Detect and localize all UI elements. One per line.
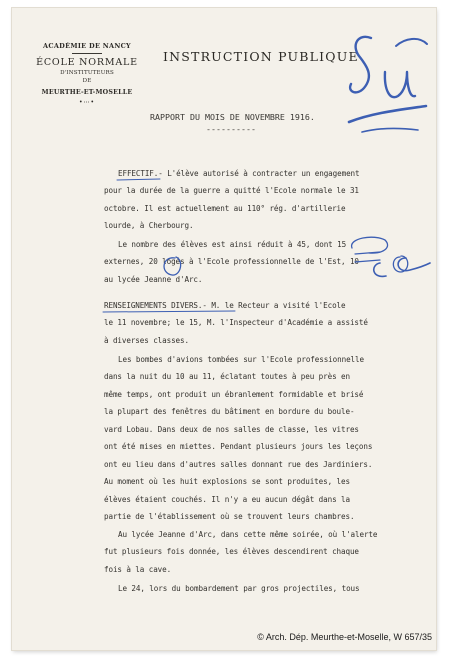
letterhead-ornament: •⋯• (78, 99, 96, 106)
body-line: lourde, à Cherbourg. (104, 221, 194, 230)
body-line: même temps, ont produit un ébranlement formidable et brisé (104, 390, 364, 399)
letterhead (12, 42, 162, 106)
body-line: partie de l'établissement où se trouvent leurs chambres. (104, 512, 355, 521)
letterhead-rule (72, 53, 102, 54)
body-line: pour la durée de la guerre a quitté l'Ecole normale le 31 (104, 186, 359, 195)
body-line: Le 24, lors du bombardement par gros projectiles, tous (118, 584, 360, 593)
letterhead-academie: ACADÉMIE DE NANCY (43, 42, 131, 50)
archive-credit: © Arch. Dép. Meurthe-et-Moselle, W 657/35 (257, 632, 432, 642)
body-line: le 11 novembre; le 15, M. l'Inspecteur d'Académie a assisté (104, 318, 368, 327)
body-line: dans la nuit du 10 au 11, éclatant toutes à peu près en (104, 372, 350, 381)
body-line: vard Lobau. Dans deux de nos salles de classe, les vitres (104, 425, 359, 434)
body-line: fois à la cave. (104, 565, 172, 574)
body-line: Le nombre des élèves est ainsi réduit à 45, dont 15 (118, 240, 347, 249)
report-heading: RAPPORT DU MOIS DE NOVEMBRE 1916. (150, 112, 315, 122)
body-line: Au moment où les huit explosions se sont produites, les (104, 477, 350, 486)
letterhead-instituteurs: D'INSTITUTEURS (60, 70, 114, 76)
letterhead-ecole: ÉCOLE NORMALE (36, 57, 138, 68)
body-line: ont eu lieu dans d'autres salles donnant rue des Jardiniers. (104, 460, 373, 469)
body-line: Les bombes d'avions tombées sur l'Ecole professionnelle (118, 355, 364, 364)
letterhead-departement: MEURTHE-ET-MOSELLE (41, 89, 133, 96)
body-line: externes, 20 logés à l'Ecole professionnelle de l'Est, 10 (104, 257, 359, 266)
body-line: fut plusieurs fois donnée, les élèves descendirent chaque (104, 547, 359, 556)
letterhead-de: DE (82, 78, 92, 84)
body-line: à diverses classes. (104, 336, 189, 345)
body-line: Au lycée Jeanne d'Arc, dans cette même soirée, où l'alerte (118, 530, 378, 539)
document-title: INSTRUCTION PUBLIQUE (163, 49, 359, 64)
body-line: EFFECTIF.- L'élève autorisé à contracter un engagement (118, 169, 360, 178)
body-line: la plupart des fenêtres du bâtiment en bordure du boule- (104, 407, 355, 416)
body-line: au lycée Jeanne d'Arc. (104, 275, 203, 284)
body-line: octobre. Il est actuellement au 110° rég. d'artillerie (104, 204, 346, 213)
body-line: ont été mises en miettes. Pendant plusieurs jours les leçons (104, 442, 373, 451)
body-line: RENSEIGNEMENTS DIVERS.- M. le Recteur a visité l'Ecole (104, 301, 346, 310)
body-line: élèves étaient couchés. Il n'y a eu aucun dégât dans la (104, 495, 350, 504)
report-separator: ---------- (206, 124, 256, 134)
